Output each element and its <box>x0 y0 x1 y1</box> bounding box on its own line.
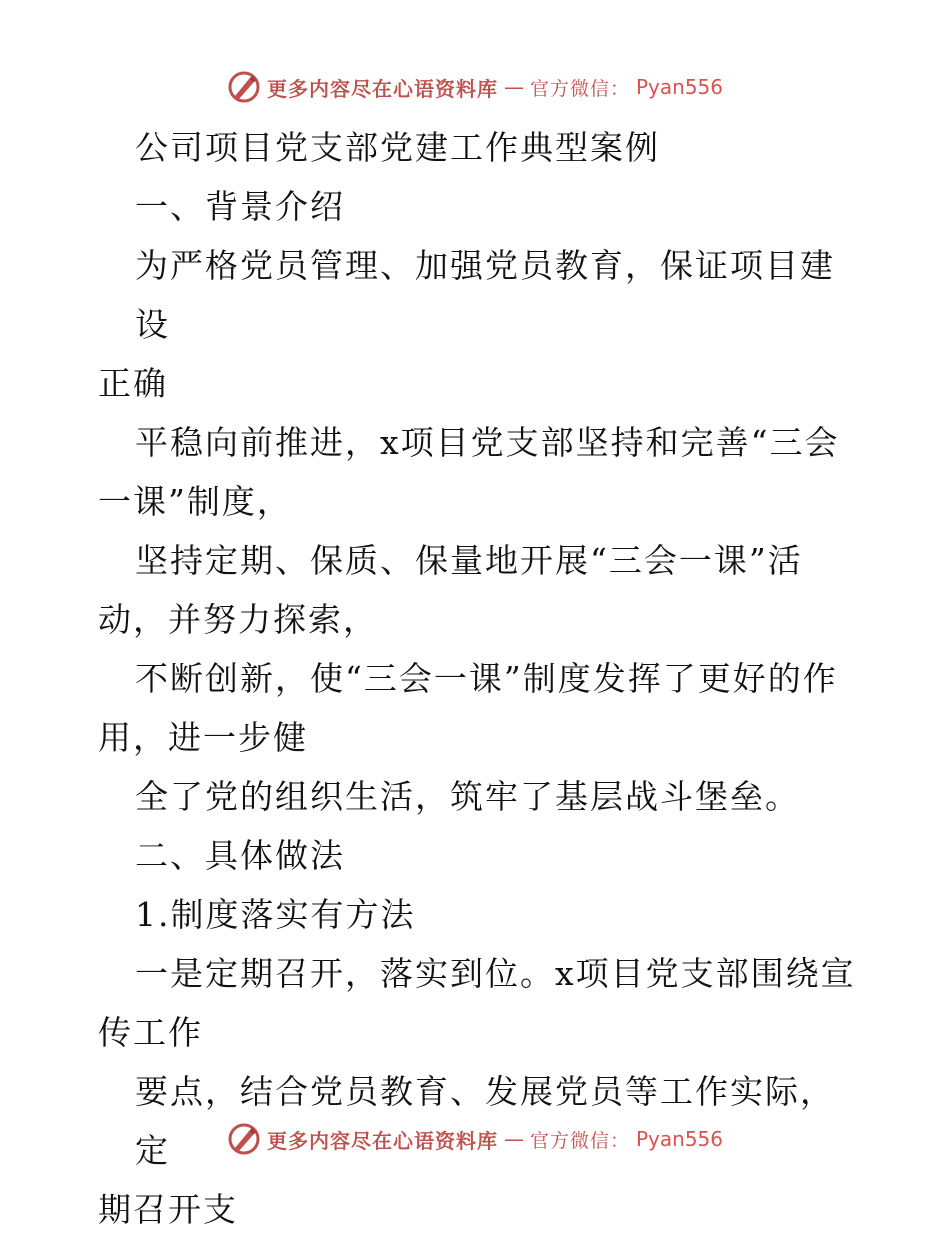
document-line: 一课”制度， <box>98 482 292 521</box>
footer-watermark <box>0 1122 950 1156</box>
pen-logo-icon <box>227 1122 261 1156</box>
watermark-sub-text: 官方微信： <box>529 1129 630 1152</box>
document-line: 传工作 <box>98 1013 203 1052</box>
watermark-main-text: 更多内容尽在心语资料库 <box>266 1128 498 1153</box>
watermark-sub-text: 官方微信： <box>529 77 630 100</box>
document-line: 公司项目党支部党建工作典型案例 <box>135 128 660 167</box>
document-line: 期召开支 <box>98 1190 238 1229</box>
document-line: 一、背景介绍 <box>135 187 345 226</box>
document-line: 1.制度落实有方法 <box>135 895 416 934</box>
pen-logo-icon <box>227 70 261 104</box>
document-line: 不断创新，使“三会一课”制度发挥了更好的作 <box>135 659 838 698</box>
watermark-main-text: 更多内容尽在心语资料库 <box>266 76 498 101</box>
document-line: 平稳向前推进，x项目党支部坚持和完善“三会 <box>135 423 840 462</box>
header-watermark <box>0 70 950 104</box>
document-body <box>98 118 858 1239</box>
document-line: 用，进一步健 <box>98 718 308 757</box>
document-line: 坚持定期、保质、保量地开展“三会一课”活 <box>135 541 803 580</box>
document-line: 二、具体做法 <box>135 836 345 875</box>
document-line: 全了党的组织生活，筑牢了基层战斗堡垒。 <box>135 777 800 816</box>
document-line: 一是定期召开，落实到位。x项目党支部围绕宣 <box>135 954 856 993</box>
document-line: 动，并努力探索， <box>98 600 378 639</box>
document-line: 为严格党员管理、加强党员教育，保证项目建设 <box>135 246 835 344</box>
watermark-dash: — <box>503 1127 524 1151</box>
document-line: 正确 <box>98 364 168 403</box>
document-line: 要点，结合党员教育、发展党员等工作实际，定 <box>135 1072 835 1170</box>
watermark-id: Pyan556 <box>636 75 724 99</box>
watermark-dash: — <box>503 75 524 99</box>
watermark-id: Pyan556 <box>636 1127 724 1151</box>
